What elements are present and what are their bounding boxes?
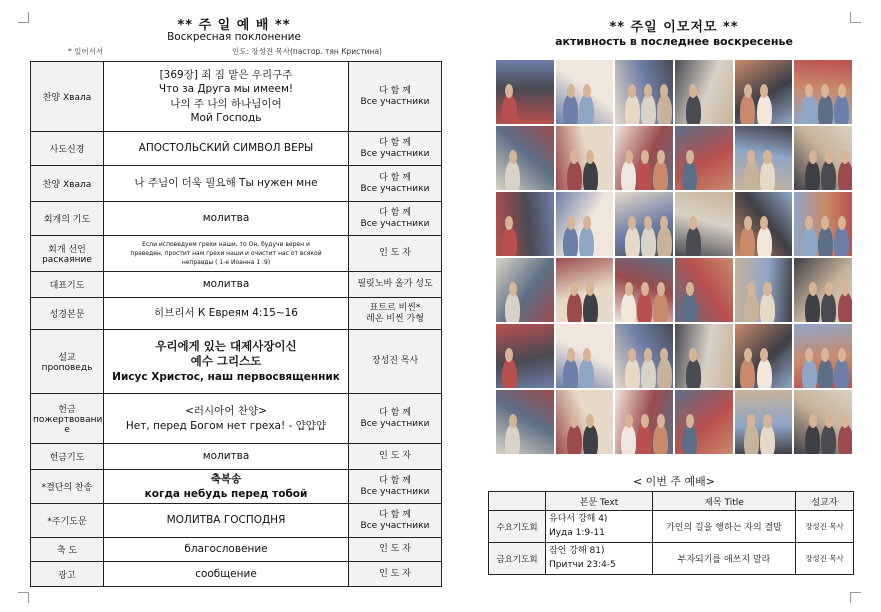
event-photo <box>675 390 733 454</box>
event-photo <box>794 390 852 454</box>
order-item-leader-line: Все участники <box>360 486 430 497</box>
order-item-leader <box>349 298 442 330</box>
event-photo <box>496 258 554 322</box>
person-head <box>809 414 817 428</box>
order-item-leader <box>349 470 442 504</box>
event-photo <box>556 390 614 454</box>
person-figure <box>821 424 836 454</box>
page-corner-mark <box>850 592 861 603</box>
person-figure <box>641 94 656 124</box>
person-figure <box>744 160 759 190</box>
order-item-leader-line: 인 도 자 <box>379 568 411 579</box>
order-item-content-line: МОЛИТВА ГОСПОДНЯ <box>166 514 286 527</box>
event-photo <box>615 126 673 190</box>
event-photo <box>735 258 793 322</box>
order-item-label-line: 회개 선언 <box>48 245 86 255</box>
person-figure <box>760 160 775 190</box>
photo-collage <box>496 60 852 454</box>
order-row <box>31 202 442 236</box>
order-item-leader <box>349 504 442 538</box>
order-item-content-line: сообщение <box>195 567 257 580</box>
person-head <box>509 150 517 164</box>
order-row <box>31 298 442 330</box>
event-photo <box>735 192 793 256</box>
event-photo <box>675 60 733 124</box>
order-item-leader <box>349 562 442 587</box>
person-head <box>625 414 633 428</box>
week-row-text <box>546 511 653 543</box>
person-head <box>763 150 771 164</box>
person-figure <box>805 292 820 322</box>
order-row <box>31 504 442 538</box>
order-item-label-line: 광고 <box>58 570 76 581</box>
person-head <box>567 216 575 230</box>
person-figure <box>502 226 517 256</box>
week-row-label: 수요기도회 <box>489 511 546 543</box>
order-item-label <box>31 166 104 202</box>
event-photo <box>615 258 673 322</box>
order-item-content <box>104 394 349 444</box>
order-row <box>31 272 442 298</box>
person-figure <box>653 160 668 190</box>
order-item-leader-line: Все участники <box>360 96 430 107</box>
person-head <box>641 150 649 164</box>
order-item-leader-line: 다 함 께 <box>379 85 411 96</box>
order-row <box>31 62 442 132</box>
order-item-label-line: 헌금기도 <box>49 453 85 463</box>
event-photo <box>556 126 614 190</box>
order-item-leader-line: Все участники <box>360 218 430 229</box>
person-figure <box>625 94 640 124</box>
person-head <box>641 414 649 428</box>
order-item-leader-line: 인 도 자 <box>379 451 411 462</box>
activity-title: ** 주일 이모저모 ** <box>609 20 739 35</box>
order-item-leader-line: 다 함 께 <box>379 172 411 183</box>
person-figure <box>834 94 849 124</box>
person-head <box>838 216 846 230</box>
person-figure <box>505 160 520 190</box>
this-week-table <box>488 491 854 575</box>
order-item-label <box>31 132 104 166</box>
order-item-content-line: [369장] 죄 짐 맡은 우리구주 <box>159 69 293 82</box>
event-photo <box>735 126 793 190</box>
person-figure <box>802 94 817 124</box>
person-head <box>625 282 633 296</box>
person-figure <box>621 292 636 322</box>
person-figure <box>625 358 640 388</box>
event-photo <box>675 324 733 388</box>
order-item-content-line: 나의 주 나의 하나님이여 <box>170 97 282 110</box>
order-item-leader <box>349 330 442 394</box>
person-head <box>509 414 517 428</box>
person-figure <box>641 226 656 256</box>
order-row <box>31 394 442 444</box>
order-item-leader <box>349 202 442 236</box>
order-item-content-line: Иисус Христос, наш первосвященник <box>112 370 340 383</box>
order-item-leader-line: 인 도 자 <box>379 544 411 555</box>
person-figure <box>686 358 701 388</box>
event-photo <box>556 60 614 124</box>
order-item-leader <box>349 444 442 470</box>
text-korean: 잠언 강해 81) <box>549 546 605 557</box>
person-figure <box>579 94 594 124</box>
person-figure <box>583 424 598 454</box>
person-figure <box>757 94 772 124</box>
person-figure <box>838 160 852 190</box>
order-item-leader-line: Все участники <box>360 183 430 194</box>
event-photo <box>496 192 554 256</box>
order-item-content-line: 예수 그리스도 <box>190 354 262 369</box>
event-photo <box>556 192 614 256</box>
order-item-content-line: молитва <box>202 278 250 291</box>
person-head <box>567 348 575 362</box>
person-figure <box>818 94 833 124</box>
event-photo <box>496 126 554 190</box>
order-item-leader <box>349 272 442 298</box>
order-row <box>31 166 442 202</box>
week-header-text: 본문 Text <box>546 492 653 511</box>
order-item-label-line: пожертвовани <box>33 415 103 425</box>
person-figure <box>744 424 759 454</box>
event-photo <box>735 390 793 454</box>
order-row <box>31 562 442 587</box>
person-head <box>838 348 846 362</box>
order-item-label-line: *주기도문 <box>47 517 87 527</box>
order-item-label-line: 헌금 <box>58 405 76 415</box>
order-item-content <box>104 272 349 298</box>
event-photo <box>615 390 673 454</box>
page-corner-mark <box>18 592 29 603</box>
week-header-blank <box>489 492 546 511</box>
week-row-friday <box>489 543 854 575</box>
person-figure <box>621 160 636 190</box>
worship-subtitle: Воскресная поклонение <box>167 31 301 43</box>
order-item-content <box>104 236 349 272</box>
activity-subtitle: активность в последнее воскресенье <box>555 35 793 48</box>
person-figure <box>563 94 578 124</box>
order-item-label-line: 대표기도 <box>49 281 85 291</box>
week-header-title: 제목 Title <box>653 492 796 511</box>
order-item-leader-line: 다 함 께 <box>379 509 411 520</box>
order-item-content <box>104 166 349 202</box>
person-figure <box>563 358 578 388</box>
order-item-label-line: *결단의 찬송 <box>41 483 93 493</box>
week-row-label: 금요기도회 <box>489 543 546 575</box>
person-head <box>583 216 591 230</box>
person-head <box>838 84 846 98</box>
order-item-leader-line: 필릿노바 올가 성도 <box>357 279 433 290</box>
person-figure <box>583 292 598 322</box>
person-figure <box>567 424 582 454</box>
person-figure <box>583 160 598 190</box>
order-item-leader <box>349 394 442 444</box>
person-figure <box>637 160 652 190</box>
person-head <box>763 414 771 428</box>
order-item-content <box>104 202 349 236</box>
order-item-content-line: благословение <box>184 543 268 556</box>
person-figure <box>567 160 582 190</box>
order-item-leader <box>349 62 442 132</box>
person-figure <box>621 424 636 454</box>
order-item-label <box>31 62 104 132</box>
order-item-content-line: 우리에게 있는 대제사장이신 <box>155 338 297 353</box>
order-item-label-line: 설교 <box>58 353 76 363</box>
person-figure <box>502 358 517 388</box>
order-item-leader <box>349 166 442 202</box>
order-item-leader <box>349 132 442 166</box>
person-figure <box>760 292 775 322</box>
order-item-content-line: неправды ( 1-е Иоанна 1 :9) <box>181 259 271 267</box>
event-photo <box>794 126 852 190</box>
event-photo <box>675 192 733 256</box>
order-item-leader-line: 레온 비씬 가형 <box>366 313 424 324</box>
order-row <box>31 538 442 562</box>
person-figure <box>760 424 775 454</box>
order-row <box>31 132 442 166</box>
order-item-leader-line: 다 함 께 <box>379 137 411 148</box>
event-photo <box>496 390 554 454</box>
person-head <box>583 348 591 362</box>
order-item-leader <box>349 236 442 272</box>
event-photo <box>794 60 852 124</box>
person-head <box>809 282 817 296</box>
order-item-label <box>31 394 104 444</box>
order-item-leader-line: Все участники <box>360 520 430 531</box>
person-head <box>763 282 771 296</box>
person-figure <box>805 160 820 190</box>
person-figure <box>682 292 697 322</box>
person-figure <box>805 424 820 454</box>
person-figure <box>802 358 817 388</box>
week-table-header-row <box>489 492 854 511</box>
person-figure <box>834 226 849 256</box>
person-figure <box>686 94 701 124</box>
person-head <box>809 150 817 164</box>
person-figure <box>625 226 640 256</box>
person-head <box>509 282 517 296</box>
order-item-label <box>31 202 104 236</box>
week-row-title: 가인의 길을 행하는 자의 결말 <box>653 511 796 543</box>
order-item-content <box>104 538 349 562</box>
event-photo <box>675 258 733 322</box>
order-item-label-line: 찬양 Хвала <box>42 180 92 190</box>
order-item-content <box>104 562 349 587</box>
order-item-content-line: молитва <box>202 212 250 225</box>
worship-order-table <box>30 61 442 587</box>
person-figure <box>563 226 578 256</box>
person-figure <box>579 358 594 388</box>
week-row-preacher: 장성진 목사 <box>796 511 854 543</box>
person-figure <box>567 292 582 322</box>
person-figure <box>653 292 668 322</box>
person-figure <box>505 424 520 454</box>
order-item-label-line: 축 도 <box>56 546 78 556</box>
person-figure <box>757 358 772 388</box>
person-figure <box>682 424 697 454</box>
order-item-content <box>104 298 349 330</box>
order-item-content <box>104 444 349 470</box>
order-item-content <box>104 330 349 394</box>
person-figure <box>740 226 755 256</box>
event-photo <box>675 126 733 190</box>
person-head <box>583 84 591 98</box>
order-item-content <box>104 470 349 504</box>
person-figure <box>818 226 833 256</box>
event-photo <box>735 60 793 124</box>
order-item-label <box>31 272 104 298</box>
order-item-leader-line: 장성진 목사 <box>371 356 419 367</box>
order-item-leader <box>349 538 442 562</box>
event-photo <box>794 324 852 388</box>
person-figure <box>821 292 836 322</box>
order-row <box>31 236 442 272</box>
order-item-label <box>31 562 104 587</box>
event-photo <box>735 324 793 388</box>
order-item-leader-line: 다 함 께 <box>379 475 411 486</box>
order-item-content-line: 히브리서 К Евреям 4:15~16 <box>154 307 298 320</box>
person-figure <box>818 358 833 388</box>
order-item-label <box>31 236 104 272</box>
person-figure <box>686 226 701 256</box>
person-head <box>641 282 649 296</box>
person-figure <box>757 226 772 256</box>
standing-note: * 일어서서 <box>68 47 104 56</box>
this-week-title: < 이번 주 예배> <box>632 475 716 488</box>
week-row-wednesday <box>489 511 854 543</box>
page-corner-mark <box>18 12 29 23</box>
order-item-leader-line: Все участники <box>360 148 430 159</box>
order-item-label-line: 성경본문 <box>49 310 85 320</box>
person-figure <box>641 358 656 388</box>
order-item-label <box>31 538 104 562</box>
person-figure <box>657 358 672 388</box>
order-item-content <box>104 62 349 132</box>
order-row <box>31 330 442 394</box>
week-header-preacher: 설교자 <box>796 492 854 511</box>
order-item-label-line: 찬양 Хвала <box>42 93 92 103</box>
leader-note: 인도: 장성진 목사(пастор. тян Кристина) <box>232 47 382 56</box>
order-row <box>31 444 442 470</box>
order-item-leader-line: 다 함 께 <box>379 207 411 218</box>
text-korean: 유다서 강해 4) <box>549 514 608 525</box>
event-photo <box>556 258 614 322</box>
week-row-title: 부자되기를 애쓰지 말라 <box>653 543 796 575</box>
event-photo <box>794 258 852 322</box>
person-figure <box>821 160 836 190</box>
order-item-leader-line: 표트르 비씬* <box>369 302 421 313</box>
event-photo <box>794 192 852 256</box>
person-figure <box>657 226 672 256</box>
text-russian: Притчи 23:4-5 <box>549 559 616 570</box>
order-item-content-line: Если исповедуем грехи наши, то Он, будучи верен и <box>142 240 310 248</box>
person-figure <box>637 292 652 322</box>
event-photo <box>496 324 554 388</box>
order-item-leader-line: 인 도 자 <box>379 248 411 259</box>
person-figure <box>502 94 517 124</box>
person-figure <box>657 94 672 124</box>
person-figure <box>579 226 594 256</box>
order-item-content-line: Что за Друга мы имеем! <box>158 83 294 96</box>
event-photo <box>496 60 554 124</box>
person-head <box>625 150 633 164</box>
order-item-label <box>31 470 104 504</box>
order-item-leader-line: 다 함 께 <box>379 407 411 418</box>
order-item-label-line: проповедь <box>41 363 93 373</box>
order-item-content-line: праведен, простит нам грехи наши и очистит нас от всякой <box>130 249 322 257</box>
order-item-label-line: раскаяние <box>42 255 92 265</box>
person-figure <box>653 424 668 454</box>
person-figure <box>838 292 852 322</box>
event-photo <box>615 324 673 388</box>
person-figure <box>802 226 817 256</box>
worship-title: ** 주 일 예 배 ** <box>177 18 291 33</box>
order-item-label-line: е <box>64 425 70 435</box>
order-item-content-line: <러시아어 찬양> <box>185 405 267 418</box>
order-item-content <box>104 132 349 166</box>
person-figure <box>744 292 759 322</box>
week-row-preacher: 장성진 목사 <box>796 543 854 575</box>
person-figure <box>740 94 755 124</box>
person-figure <box>740 358 755 388</box>
order-item-content <box>104 504 349 538</box>
order-item-content-line: молитва <box>202 450 250 463</box>
week-row-text <box>546 543 653 575</box>
order-item-label-line: 회개의 기도 <box>43 215 91 225</box>
order-item-content-line: 나 주님이 더욱 필요해 Ты нужен мне <box>134 177 318 190</box>
order-row <box>31 470 442 504</box>
order-item-content-line: 축복송 <box>210 473 242 486</box>
order-item-content-line: Нет, перед Богом нет греха! - 얍얍얍 <box>125 419 327 432</box>
event-photo <box>615 192 673 256</box>
person-figure <box>682 160 697 190</box>
order-item-label <box>31 298 104 330</box>
order-item-label <box>31 330 104 394</box>
person-figure <box>637 424 652 454</box>
order-item-label-line: 사도신경 <box>49 145 85 155</box>
order-item-content-line: когда небудь перед тобой <box>144 487 308 500</box>
event-photo <box>615 60 673 124</box>
order-item-leader-line: Все участники <box>360 418 430 429</box>
person-head <box>567 84 575 98</box>
order-item-label <box>31 444 104 470</box>
person-figure <box>838 424 852 454</box>
order-item-content-line: АПОСТОЛЬСКИЙ СИМВОЛ ВЕРЫ <box>138 142 314 155</box>
person-figure <box>834 358 849 388</box>
order-item-content-line: Мой Господь <box>190 111 262 124</box>
order-item-label <box>31 504 104 538</box>
text-russian: Иуда 1:9-11 <box>549 527 605 538</box>
event-photo <box>556 324 614 388</box>
person-figure <box>505 292 520 322</box>
